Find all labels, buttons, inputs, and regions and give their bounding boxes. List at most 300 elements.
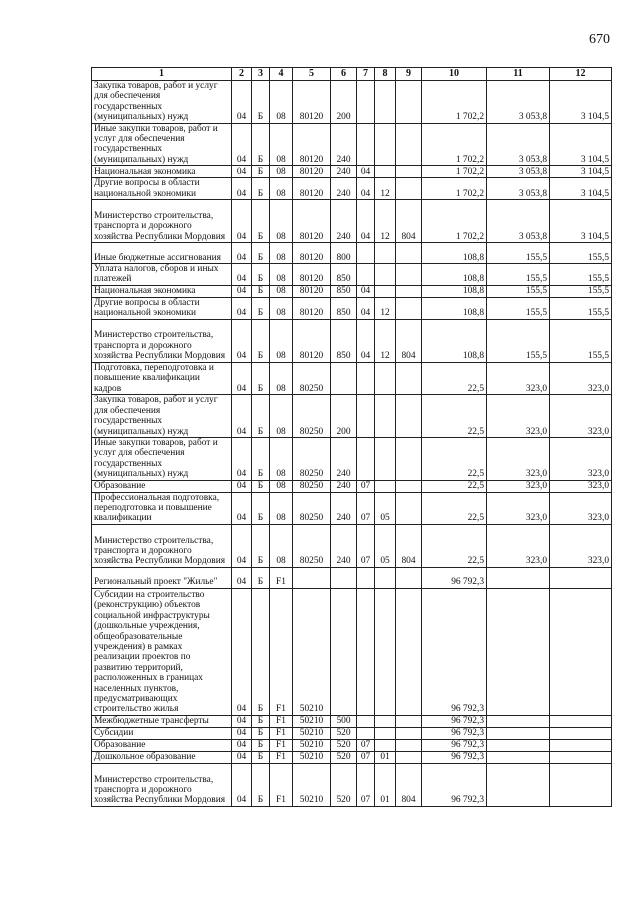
section-cell: 07 [357,524,375,567]
section-a-cell: Б [252,394,270,437]
row-name-cell: Образование [92,480,232,492]
amount-year2-cell: 323,0 [487,492,550,524]
subsection-cell [375,123,396,166]
amount-year1-cell: 1 702,2 [422,123,487,166]
target-article-cell: 80120 [293,123,331,166]
amount-year3-cell [550,763,612,806]
amount-year2-cell: 155,5 [487,243,550,264]
section-a-cell: Б [252,362,270,394]
table-row [92,264,612,286]
subsection-cell: 05 [375,492,396,524]
expense-type-cell: 500 [331,715,357,727]
section-a-cell: Б [252,492,270,524]
target-article-cell: 80120 [293,200,331,243]
target-article-cell: 80120 [293,81,331,124]
expense-type-cell: 520 [331,763,357,806]
section-a-cell: Б [252,524,270,567]
column-header: 11 [487,68,550,81]
section-a-cell: Б [252,588,270,715]
column-header: 8 [375,68,396,81]
section-cell: 07 [357,480,375,492]
row-name-cell: Иные бюджетные ассигнования [92,243,232,264]
section-a-cell: Б [252,200,270,243]
table-row [92,285,612,297]
amount-year3-cell: 155,5 [550,319,612,362]
column-header: 1 [92,68,232,81]
target-article-cell: 80120 [293,243,331,264]
column-header: 7 [357,68,375,81]
section-b-cell: 08 [270,123,293,166]
expense-type-cell: 240 [331,123,357,166]
target-article-cell: 50210 [293,751,331,763]
row-name-cell: Иные закупки товаров, работ и услуг для обеспечения государственных (муниципальных) нужд [92,123,232,166]
grbs-cell: 04 [232,394,252,437]
target-article-cell: 50210 [293,763,331,806]
target-article-cell: 80120 [293,264,331,286]
row-name-cell: Субсидии на строительство (реконструкцию) объектов социальной инфраструктуры (дошкольные учреждения, общеобразовательные учреждения) в рамках реализации проектов по развитию территорий, расположенных в границах населенных пунктов, предусматривающих строительство жилья [92,588,232,715]
section-b-cell: 08 [270,492,293,524]
grbs-cell: 04 [232,437,252,480]
expense-type-cell: 520 [331,727,357,739]
section-cell [357,362,375,394]
target-article-cell: 80250 [293,394,331,437]
target-article-cell: 80120 [293,319,331,362]
amount-year1-cell: 1 702,2 [422,81,487,124]
section-b-cell: 08 [270,166,293,178]
section-cell [357,264,375,286]
expense-type-cell: 850 [331,285,357,297]
subsection-cell: 01 [375,751,396,763]
section-b-cell: 08 [270,243,293,264]
section-a-cell: Б [252,763,270,806]
expense-type-cell: 520 [331,751,357,763]
grbs-cell: 04 [232,588,252,715]
amount-year3-cell: 155,5 [550,264,612,286]
table-row [92,200,612,243]
section-b-cell: 08 [270,319,293,362]
amount-year3-cell: 323,0 [550,362,612,394]
section-a-cell: Б [252,715,270,727]
section-cell [357,715,375,727]
expense-type-cell: 200 [331,394,357,437]
table-row [92,437,612,480]
subsection-cell: 01 [375,763,396,806]
target-article-cell: 50210 [293,727,331,739]
expense-type-cell: 850 [331,319,357,362]
row-name-cell: Национальная экономика [92,166,232,178]
subsection-cell [375,588,396,715]
amount-year2-cell: 323,0 [487,480,550,492]
expense-type-cell [331,567,357,588]
amount-year1-cell: 22,5 [422,437,487,480]
grbs-cell: 04 [232,362,252,394]
section-a-cell: Б [252,285,270,297]
table-row [92,166,612,178]
section-b-cell: 08 [270,178,293,200]
table-row [92,362,612,394]
amount-year2-cell: 323,0 [487,362,550,394]
amount-year3-cell [550,751,612,763]
ministry-code-cell [396,727,422,739]
subsection-cell [375,362,396,394]
expense-type-cell: 240 [331,524,357,567]
section-cell: 04 [357,297,375,319]
amount-year1-cell: 96 792,3 [422,739,487,751]
expense-type-cell: 850 [331,264,357,286]
target-article-cell: 80250 [293,480,331,492]
table-row [92,763,612,806]
table-row [92,178,612,200]
amount-year2-cell: 323,0 [487,524,550,567]
grbs-cell: 04 [232,264,252,286]
grbs-cell: 04 [232,763,252,806]
section-a-cell: Б [252,81,270,124]
budget-table [91,67,612,807]
amount-year2-cell [487,763,550,806]
amount-year1-cell: 108,8 [422,285,487,297]
amount-year3-cell: 3 104,5 [550,81,612,124]
expense-type-cell [331,588,357,715]
grbs-cell: 04 [232,727,252,739]
ministry-code-cell [396,264,422,286]
amount-year3-cell: 3 104,5 [550,200,612,243]
section-a-cell: Б [252,751,270,763]
ministry-code-cell: 804 [396,200,422,243]
row-name-cell: Национальная экономика [92,285,232,297]
target-article-cell: 80120 [293,178,331,200]
expense-type-cell: 800 [331,243,357,264]
section-cell: 04 [357,178,375,200]
table-header-row [92,68,612,81]
amount-year3-cell: 155,5 [550,285,612,297]
amount-year2-cell: 3 053,8 [487,178,550,200]
row-name-cell: Министерство строительства, транспорта и дорожного хозяйства Республики Мордовия [92,763,232,806]
amount-year2-cell: 323,0 [487,437,550,480]
subsection-cell [375,166,396,178]
ministry-code-cell [396,166,422,178]
subsection-cell [375,243,396,264]
section-a-cell: Б [252,480,270,492]
grbs-cell: 04 [232,739,252,751]
table-row [92,319,612,362]
amount-year3-cell [550,588,612,715]
grbs-cell: 04 [232,285,252,297]
column-header: 6 [331,68,357,81]
grbs-cell: 04 [232,200,252,243]
ministry-code-cell [396,81,422,124]
expense-type-cell [331,362,357,394]
section-b-cell: F1 [270,727,293,739]
amount-year2-cell: 155,5 [487,297,550,319]
subsection-cell [375,739,396,751]
ministry-code-cell [396,243,422,264]
table-row [92,492,612,524]
subsection-cell [375,81,396,124]
expense-type-cell: 850 [331,297,357,319]
amount-year3-cell: 323,0 [550,394,612,437]
amount-year2-cell: 155,5 [487,285,550,297]
row-name-cell: Иные закупки товаров, работ и услуг для обеспечения государственных (муниципальных) нужд [92,437,232,480]
amount-year2-cell [487,588,550,715]
target-article-cell: 80250 [293,437,331,480]
amount-year1-cell: 22,5 [422,394,487,437]
table-row [92,567,612,588]
expense-type-cell: 520 [331,739,357,751]
subsection-cell [375,480,396,492]
row-name-cell: Другие вопросы в области национальной экономики [92,178,232,200]
subsection-cell: 12 [375,178,396,200]
subsection-cell: 12 [375,319,396,362]
ministry-code-cell [396,751,422,763]
subsection-cell: 12 [375,200,396,243]
page-number: 670 [589,32,610,47]
row-name-cell: Уплата налогов, сборов и иных платежей [92,264,232,286]
amount-year1-cell: 22,5 [422,362,487,394]
amount-year3-cell [550,727,612,739]
section-cell [357,243,375,264]
target-article-cell: 80250 [293,362,331,394]
target-article-cell: 80250 [293,492,331,524]
amount-year2-cell [487,715,550,727]
expense-type-cell: 240 [331,200,357,243]
amount-year1-cell: 22,5 [422,524,487,567]
section-b-cell: F1 [270,715,293,727]
table-row [92,394,612,437]
ministry-code-cell [396,715,422,727]
table-row [92,243,612,264]
amount-year1-cell: 96 792,3 [422,567,487,588]
ministry-code-cell [396,297,422,319]
target-article-cell [293,567,331,588]
ministry-code-cell [396,588,422,715]
subsection-cell [375,567,396,588]
grbs-cell: 04 [232,480,252,492]
amount-year1-cell: 22,5 [422,492,487,524]
ministry-code-cell [396,492,422,524]
column-header: 5 [293,68,331,81]
amount-year2-cell: 3 053,8 [487,200,550,243]
row-name-cell: Министерство строительства, транспорта и дорожного хозяйства Республики Мордовия [92,200,232,243]
expense-type-cell: 240 [331,437,357,480]
target-article-cell: 80120 [293,166,331,178]
grbs-cell: 04 [232,243,252,264]
section-b-cell: F1 [270,763,293,806]
amount-year3-cell: 3 104,5 [550,178,612,200]
row-name-cell: Другие вопросы в области национальной экономики [92,297,232,319]
table-row [92,524,612,567]
row-name-cell: Закупка товаров, работ и услуг для обеспечения государственных (муниципальных) нужд [92,81,232,124]
subsection-cell [375,264,396,286]
row-name-cell: Межбюджетные трансферты [92,715,232,727]
amount-year1-cell: 96 792,3 [422,588,487,715]
target-article-cell: 50210 [293,588,331,715]
column-header: 4 [270,68,293,81]
grbs-cell: 04 [232,297,252,319]
section-a-cell: Б [252,739,270,751]
section-a-cell: Б [252,437,270,480]
grbs-cell: 04 [232,524,252,567]
grbs-cell: 04 [232,178,252,200]
amount-year2-cell [487,727,550,739]
table-row [92,123,612,166]
amount-year3-cell: 3 104,5 [550,123,612,166]
row-name-cell: Профессиональная подготовка, переподготовка и повышение квалификации [92,492,232,524]
section-a-cell: Б [252,264,270,286]
table-row [92,297,612,319]
ministry-code-cell [396,178,422,200]
amount-year1-cell: 22,5 [422,480,487,492]
row-name-cell: Министерство строительства, транспорта и дорожного хозяйства Республики Мордовия [92,319,232,362]
table-row [92,81,612,124]
section-cell: 07 [357,739,375,751]
row-name-cell: Дошкольное образование [92,751,232,763]
table-row [92,480,612,492]
section-cell: 07 [357,763,375,806]
section-b-cell: 08 [270,264,293,286]
grbs-cell: 04 [232,123,252,166]
section-a-cell: Б [252,243,270,264]
subsection-cell: 05 [375,524,396,567]
section-a-cell: Б [252,319,270,362]
amount-year3-cell: 323,0 [550,492,612,524]
subsection-cell [375,437,396,480]
amount-year2-cell [487,567,550,588]
table-row [92,727,612,739]
expense-type-cell: 240 [331,166,357,178]
section-b-cell: F1 [270,588,293,715]
amount-year1-cell: 108,8 [422,319,487,362]
section-a-cell: Б [252,727,270,739]
table-row [92,588,612,715]
section-cell: 07 [357,751,375,763]
section-a-cell: Б [252,123,270,166]
amount-year1-cell: 96 792,3 [422,727,487,739]
section-b-cell: 08 [270,394,293,437]
column-header: 9 [396,68,422,81]
row-name-cell: Министерство строительства, транспорта и дорожного хозяйства Республики Мордовия [92,524,232,567]
amount-year1-cell: 1 702,2 [422,200,487,243]
expense-type-cell: 240 [331,480,357,492]
ministry-code-cell [396,394,422,437]
grbs-cell: 04 [232,751,252,763]
section-cell: 07 [357,492,375,524]
amount-year2-cell: 3 053,8 [487,123,550,166]
section-cell: 04 [357,285,375,297]
section-cell: 04 [357,166,375,178]
target-article-cell: 80120 [293,285,331,297]
amount-year3-cell [550,715,612,727]
section-cell [357,727,375,739]
table-row [92,715,612,727]
target-article-cell: 50210 [293,715,331,727]
column-header: 10 [422,68,487,81]
ministry-code-cell [396,567,422,588]
amount-year2-cell [487,751,550,763]
target-article-cell: 50210 [293,739,331,751]
section-a-cell: Б [252,297,270,319]
table-body [92,81,612,807]
amount-year2-cell: 3 053,8 [487,81,550,124]
section-a-cell: Б [252,178,270,200]
amount-year3-cell: 155,5 [550,297,612,319]
subsection-cell [375,285,396,297]
amount-year2-cell [487,739,550,751]
subsection-cell: 12 [375,297,396,319]
amount-year3-cell: 155,5 [550,243,612,264]
grbs-cell: 04 [232,166,252,178]
row-name-cell: Образование [92,739,232,751]
grbs-cell: 04 [232,567,252,588]
ministry-code-cell [396,437,422,480]
subsection-cell [375,727,396,739]
column-header: 12 [550,68,612,81]
section-cell [357,81,375,124]
ministry-code-cell [396,123,422,166]
amount-year3-cell: 323,0 [550,524,612,567]
section-cell [357,588,375,715]
amount-year2-cell: 3 053,8 [487,166,550,178]
section-b-cell: 08 [270,285,293,297]
section-b-cell: F1 [270,567,293,588]
ministry-code-cell: 804 [396,524,422,567]
amount-year3-cell: 323,0 [550,437,612,480]
amount-year1-cell: 1 702,2 [422,166,487,178]
section-cell [357,437,375,480]
row-name-cell: Региональный проект "Жилье" [92,567,232,588]
expense-type-cell: 240 [331,178,357,200]
grbs-cell: 04 [232,715,252,727]
section-b-cell: 08 [270,81,293,124]
grbs-cell: 04 [232,319,252,362]
section-cell [357,567,375,588]
section-b-cell: 08 [270,524,293,567]
section-cell [357,394,375,437]
amount-year1-cell: 96 792,3 [422,751,487,763]
amount-year3-cell [550,739,612,751]
table-row [92,751,612,763]
amount-year2-cell: 323,0 [487,394,550,437]
amount-year1-cell: 108,8 [422,297,487,319]
column-header: 2 [232,68,252,81]
expense-type-cell: 240 [331,492,357,524]
row-name-cell: Подготовка, переподготовка и повышение квалификации кадров [92,362,232,394]
section-b-cell: 08 [270,200,293,243]
amount-year3-cell: 323,0 [550,480,612,492]
section-a-cell: Б [252,567,270,588]
section-cell: 04 [357,319,375,362]
ministry-code-cell [396,739,422,751]
section-a-cell: Б [252,166,270,178]
section-b-cell: 08 [270,437,293,480]
section-b-cell: F1 [270,739,293,751]
section-b-cell: 08 [270,297,293,319]
amount-year1-cell: 96 792,3 [422,715,487,727]
amount-year1-cell: 96 792,3 [422,763,487,806]
amount-year3-cell: 3 104,5 [550,166,612,178]
amount-year2-cell: 155,5 [487,319,550,362]
amount-year1-cell: 108,8 [422,243,487,264]
amount-year2-cell: 155,5 [487,264,550,286]
section-b-cell: 08 [270,480,293,492]
section-cell: 04 [357,200,375,243]
grbs-cell: 04 [232,492,252,524]
expense-type-cell: 200 [331,81,357,124]
target-article-cell: 80120 [293,297,331,319]
amount-year1-cell: 1 702,2 [422,178,487,200]
grbs-cell: 04 [232,81,252,124]
ministry-code-cell: 804 [396,319,422,362]
subsection-cell [375,394,396,437]
